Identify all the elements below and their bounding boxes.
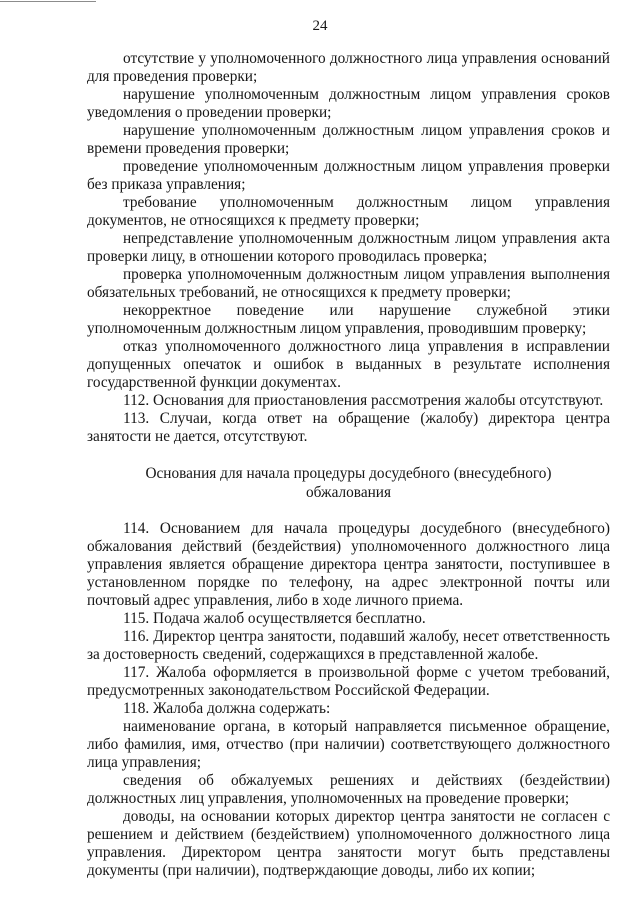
- clause-115: 115. Подача жалоб осуществляется бесплатно.: [123, 610, 426, 627]
- clause-116: 116. Директор центра занятости, подавший жалобу, несет ответственность за достоверность сведений, содержащихся в представленной жалобе.: [87, 628, 610, 663]
- scan-edge-line: [0, 1, 96, 2]
- clause-113: 113. Случаи, когда ответ на обращение (жалобу) директора центра занятости не дается, отсутствуют.: [87, 410, 610, 445]
- list-item: доводы, на основании которых директор центра занятости не согласен с решением и действием (бездействием) уполномоченного должностного лица управления. Директором центра занятости могут быть представлены документы (при наличии), подтверждающие доводы, либо их копии;: [87, 808, 610, 879]
- list-item: отказ уполномоченного должностного лица управления в исправлении допущенных опечаток и ошибок в выданных в результате исполнения государственной функции документах.: [87, 338, 610, 391]
- list-item: сведения об обжалуемых решениях и действиях (бездействии) должностных лиц управления, уполномоченных на проведение проверки;: [87, 772, 610, 807]
- list-item: проведение уполномоченным должностным лицом управления проверки без приказа управления;: [87, 158, 610, 193]
- clause-112: 112. Основания для приостановления рассмотрения жалобы отсутствуют.: [123, 392, 604, 409]
- section-heading-line-1: Основания для начала процедуры досудебного (внесудебного): [145, 465, 552, 482]
- list-item: некорректное поведение или нарушение служебной этики уполномоченным должностным лицом управления, проводившим проверку;: [87, 302, 610, 337]
- clause-118: 118. Жалоба должна содержать:: [123, 700, 331, 717]
- list-item: непредставление уполномоченным должностным лицом управления акта проверки лицу, в отношении которого проводилась проверка;: [87, 230, 610, 265]
- document-body: [87, 50, 610, 880]
- list-item: проверка уполномоченным должностным лицом управления выполнения обязательных требований, не относящихся к предмету проверки;: [87, 266, 610, 301]
- list-item: наименование органа, в который направляется письменное обращение, либо фамилия, имя, отчество (при наличии) соответствующего должностного лица управления;: [87, 718, 610, 771]
- list-item: требование уполномоченным должностным лицом управления документов, не относящихся к предмету проверки;: [87, 194, 610, 229]
- list-item: нарушение уполномоченным должностным лицом управления сроков и времени проведения проверки;: [87, 122, 610, 157]
- clause-117: 117. Жалоба оформляется в произвольной форме с учетом требований, предусмотренных законодательством Российской Федерации.: [87, 664, 610, 699]
- clause-114: 114. Основанием для начала процедуры досудебного (внесудебного) обжалования действий (бездействия) уполномоченного должностного лица управления является обращение директора центра занятости, поступившее в установленном порядке по телефону, на адрес электронной почты или почтовый адрес управления, либо в ходе личного приема.: [87, 520, 610, 609]
- page-number: 24: [312, 18, 328, 34]
- section-heading-line-2: обжалования: [305, 484, 392, 501]
- list-item: нарушение уполномоченным должностным лицом управления сроков уведомления о проведении проверки;: [87, 86, 610, 121]
- list-item: отсутствие у уполномоченного должностного лица управления оснований для проведения проверки;: [87, 50, 610, 85]
